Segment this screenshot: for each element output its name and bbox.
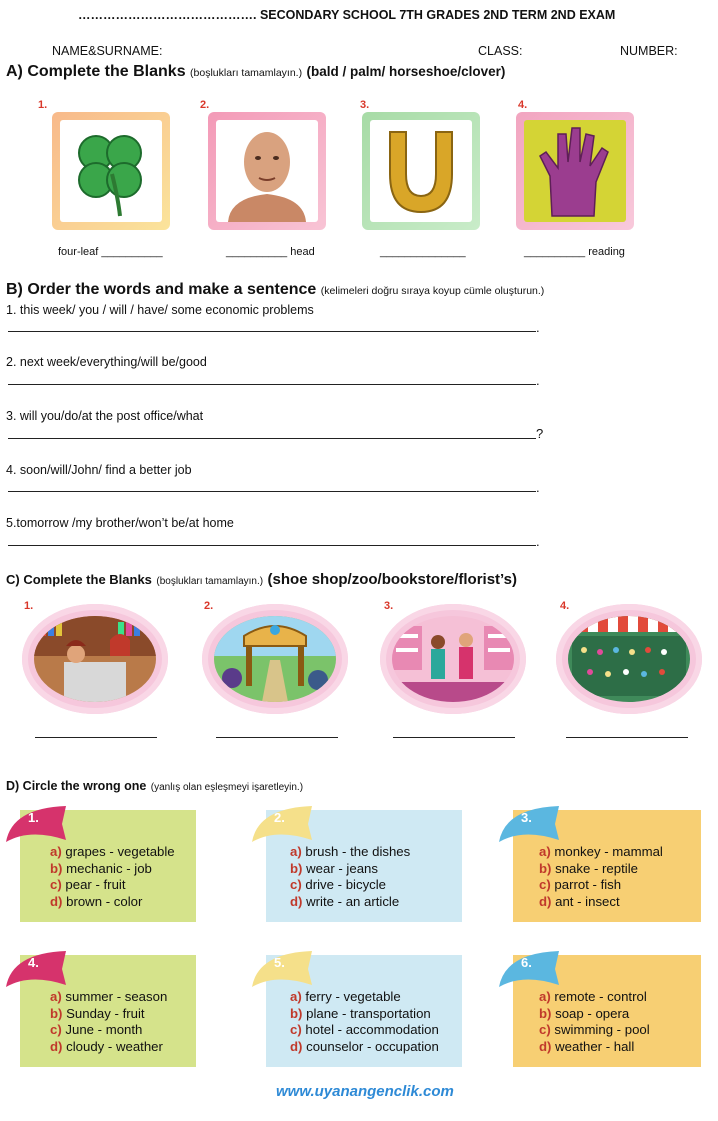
clover-picture: [52, 112, 170, 230]
choice-c[interactable]: c) swimming - pool: [539, 1022, 650, 1037]
sentence-end: ?: [536, 426, 544, 441]
answer-line[interactable]: [566, 737, 688, 738]
match-box-4: [20, 955, 196, 1067]
horseshoe-icon: [370, 120, 472, 222]
choice-c[interactable]: c) parrot - fish: [539, 877, 622, 892]
clover-icon: [60, 120, 162, 222]
choice-c[interactable]: c) June - month: [50, 1022, 143, 1037]
item-number: 1.: [24, 600, 34, 612]
item-number: 3.: [360, 99, 370, 111]
item-number: 4.: [518, 99, 528, 111]
class-label: CLASS:: [478, 44, 523, 58]
choice-b[interactable]: b) plane - transportation: [290, 1005, 431, 1021]
shoe-shop-icon: [392, 616, 514, 702]
choice-a[interactable]: a) remote - control: [539, 989, 647, 1004]
section-a-title: A) Complete the Blanks: [6, 63, 186, 80]
match-box-2: [266, 810, 462, 922]
section-c-heading: [6, 571, 517, 589]
sentence-item-2: 2. next week/everything/will be/good: [6, 355, 207, 369]
section-b-note: (kelimeleri doğru sıraya koyup cümle oluşturun.): [320, 285, 545, 297]
number-label: NUMBER:: [620, 44, 678, 58]
match-box-1: [20, 810, 196, 922]
section-a-words: (bald / palm/ horseshoe/clover): [306, 64, 506, 79]
sentence-end: .: [536, 534, 540, 549]
choice-b[interactable]: b) wear - jeans: [290, 860, 378, 876]
answer-line[interactable]: [8, 438, 536, 439]
choice-a[interactable]: a) monkey - mammal: [539, 844, 663, 859]
blank-a1: four-leaf __________: [58, 246, 163, 258]
match-box-3: [513, 810, 701, 922]
bookstore-picture: [22, 604, 168, 714]
choice-d[interactable]: d) brown - color: [50, 893, 143, 909]
shoe-shop-picture: [380, 604, 526, 714]
section-b-title: B) Order the words and make a sentence: [6, 281, 317, 298]
sentence-end: .: [536, 320, 540, 335]
footer-url[interactable]: www.uyanangenclik.com: [276, 1083, 454, 1100]
florist-icon: [568, 616, 690, 702]
bald-head-icon: [216, 120, 318, 222]
choice-b[interactable]: b) Sunday - fruit: [50, 1005, 145, 1021]
choice-a[interactable]: a) grapes - vegetable: [50, 844, 175, 859]
bookstore-icon: [34, 616, 156, 702]
section-d-note: (yanlış olan eşleşmeyi işaretleyin.): [150, 782, 304, 793]
section-c-title: C) Complete the Blanks: [6, 572, 152, 587]
answer-line[interactable]: [8, 491, 536, 492]
section-a-heading: [6, 63, 505, 81]
sentence-item-5: 5.tomorrow /my brother/won’t be/at home: [6, 516, 234, 530]
section-c-words: (shoe shop/zoo/bookstore/florist’s): [267, 571, 517, 588]
box-number: 3.: [521, 810, 532, 825]
choice-a[interactable]: a) ferry - vegetable: [290, 989, 401, 1004]
choice-d[interactable]: d) ant - insect: [539, 893, 620, 909]
answer-line[interactable]: [8, 545, 536, 546]
item-number: 2.: [200, 99, 210, 111]
exam-title: ……………………………………. SECONDARY SCHOOL 7TH GRADES 2ND TERM 2ND EXAM: [78, 8, 616, 22]
answer-line[interactable]: [216, 737, 338, 738]
choice-c[interactable]: c) drive - bicycle: [290, 877, 387, 892]
choice-b[interactable]: b) snake - reptile: [539, 860, 638, 876]
choice-d[interactable]: d) cloudy - weather: [50, 1038, 163, 1054]
choice-c[interactable]: c) hotel - accommodation: [290, 1022, 439, 1037]
section-c-note: (boşlukları tamamlayın.): [156, 576, 264, 587]
sentence-item-3: 3. will you/do/at the post office/what: [6, 409, 204, 423]
blank-a3: ______________: [380, 246, 466, 258]
answer-line[interactable]: [35, 737, 157, 738]
answer-line[interactable]: [393, 737, 515, 738]
box-number: 1.: [28, 810, 39, 825]
blank-a2: __________ head: [226, 246, 315, 258]
choice-a[interactable]: a) brush - the dishes: [290, 844, 411, 859]
sentence-item-4: 4. soon/will/John/ find a better job: [6, 463, 192, 477]
item-number: 1.: [38, 99, 48, 111]
choice-b[interactable]: b) mechanic - job: [50, 860, 152, 876]
box-number: 4.: [28, 955, 39, 970]
section-d-title: D) Circle the wrong one: [6, 779, 147, 793]
zoo-icon: [214, 616, 336, 702]
horseshoe-picture: [362, 112, 480, 230]
answer-line[interactable]: [8, 384, 536, 385]
choice-b[interactable]: b) soap - opera: [539, 1005, 630, 1021]
box-number: 2.: [274, 810, 285, 825]
palm-picture: [516, 112, 634, 230]
choice-d[interactable]: d) write - an article: [290, 893, 400, 909]
sentence-item-1: 1. this week/ you / will / have/ some economic problems: [6, 303, 314, 317]
box-number: 6.: [521, 955, 532, 970]
section-b-heading: [6, 281, 544, 299]
item-number: 3.: [384, 600, 394, 612]
box-number: 5.: [274, 955, 285, 970]
section-d-heading: [6, 777, 303, 795]
choice-a[interactable]: a) summer - season: [50, 989, 168, 1004]
zoo-picture: [202, 604, 348, 714]
bald-picture: [208, 112, 326, 230]
sentence-end: .: [536, 480, 540, 495]
match-box-5: [266, 955, 462, 1067]
item-number: 4.: [560, 600, 570, 612]
section-a-note: (boşlukları tamamlayın.): [190, 67, 303, 79]
choice-d[interactable]: d) weather - hall: [539, 1038, 635, 1054]
florist-picture: [556, 604, 702, 714]
match-box-6: [513, 955, 701, 1067]
blank-a4: __________ reading: [524, 246, 625, 258]
sentence-end: .: [536, 373, 540, 388]
choice-d[interactable]: d) counselor - occupation: [290, 1038, 439, 1054]
name-label: NAME&SURNAME:: [52, 44, 163, 58]
item-number: 2.: [204, 600, 214, 612]
answer-line[interactable]: [8, 331, 536, 332]
choice-c[interactable]: c) pear - fruit: [50, 877, 126, 892]
palm-icon: [524, 120, 626, 222]
